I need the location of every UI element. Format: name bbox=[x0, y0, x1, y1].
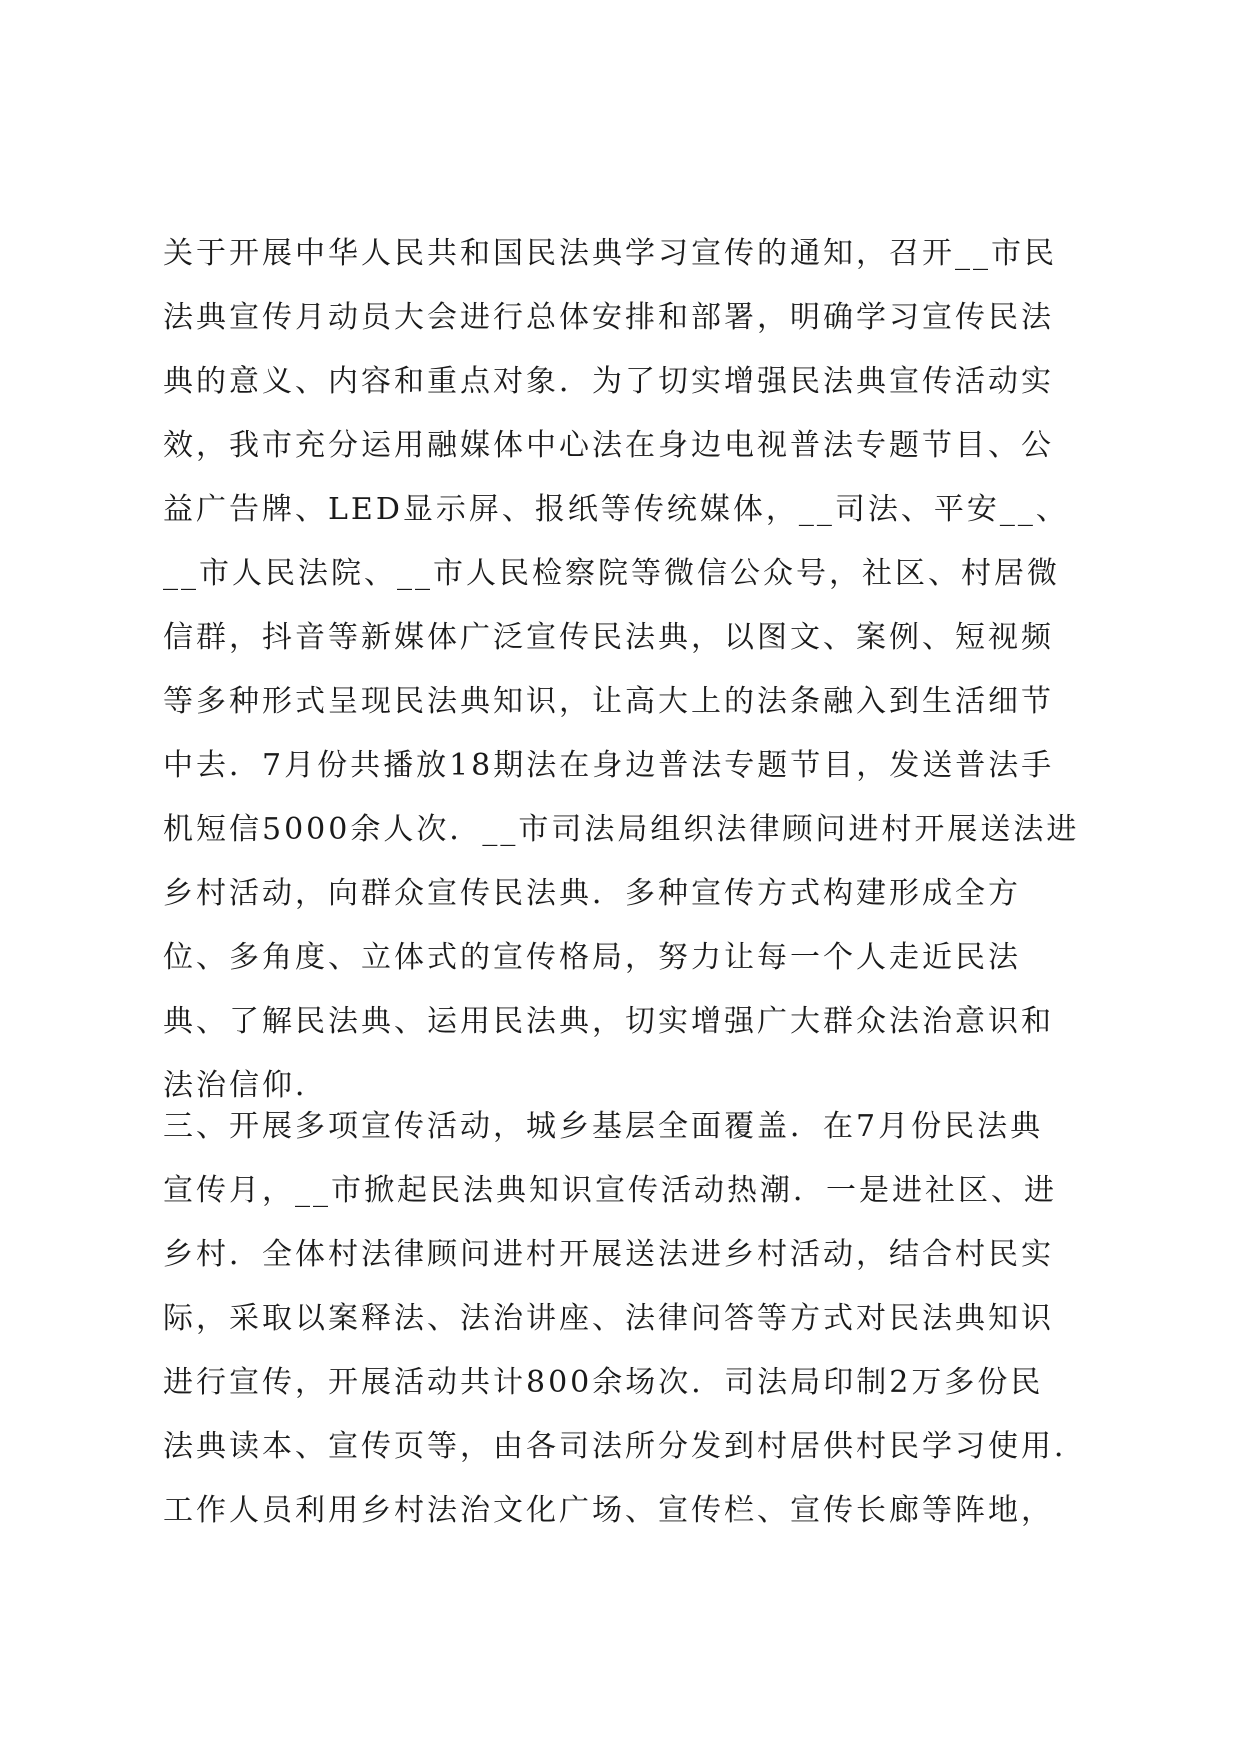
text-line: 法治信仰． bbox=[163, 1068, 328, 1103]
text-line: 典的意义、内容和重点对象．为了切实增强民法典宣传活动实 bbox=[163, 364, 1054, 399]
text-line: 进行宣传，开展活动共计800余场次．司法局印制2万多份民 bbox=[163, 1365, 1044, 1400]
paragraph-section-three-activities bbox=[163, 1095, 1093, 1543]
text-line: 乡村活动，向群众宣传民法典．多种宣传方式构建形成全方 bbox=[163, 876, 1021, 911]
text-line: 信群，抖音等新媒体广泛宣传民法典，以图文、案例、短视频 bbox=[163, 620, 1054, 655]
text-line: 益广告牌、LED显示屏、报纸等传统媒体，__司法、平安__、 bbox=[163, 492, 1069, 527]
text-line: 典、了解民法典、运用民法典，切实增强广大群众法治意识和 bbox=[163, 1004, 1054, 1039]
text-line: __市人民法院、__市人民检察院等微信公众号，社区、村居微 bbox=[163, 556, 1060, 591]
text-line: 乡村．全体村法律顾问进村开展送法进乡村活动，结合村民实 bbox=[163, 1237, 1054, 1272]
paragraph-civil-code-media-publicity bbox=[163, 222, 1093, 1118]
text-line: 际，采取以案释法、法治讲座、法律问答等方式对民法典知识 bbox=[163, 1301, 1054, 1336]
text-line: 效，我市充分运用融媒体中心法在身边电视普法专题节目、公 bbox=[163, 428, 1054, 463]
text-line: 三、开展多项宣传活动，城乡基层全面覆盖．在7月份民法典 bbox=[163, 1109, 1044, 1144]
text-line: 工作人员利用乡村法治文化广场、宣传栏、宣传长廊等阵地， bbox=[163, 1493, 1054, 1528]
text-line: 关于开展中华人民共和国民法典学习宣传的通知，召开__市民 bbox=[163, 236, 1057, 271]
text-line: 宣传月，__市掀起民法典知识宣传活动热潮．一是进社区、进 bbox=[163, 1173, 1057, 1208]
text-line: 等多种形式呈现民法典知识，让高大上的法条融入到生活细节 bbox=[163, 684, 1054, 719]
text-line: 法典宣传月动员大会进行总体安排和部署，明确学习宣传民法 bbox=[163, 300, 1054, 335]
text-line: 中去．7月份共播放18期法在身边普法专题节目，发送普法手 bbox=[163, 748, 1055, 783]
text-line: 机短信5000余人次．__市司法局组织法律顾问进村开展送法进 bbox=[163, 812, 1080, 847]
text-line: 位、多角度、立体式的宣传格局，努力让每一个人走近民法 bbox=[163, 940, 1021, 975]
text-line: 法典读本、宣传页等，由各司法所分发到村居供村民学习使用． bbox=[163, 1429, 1087, 1464]
